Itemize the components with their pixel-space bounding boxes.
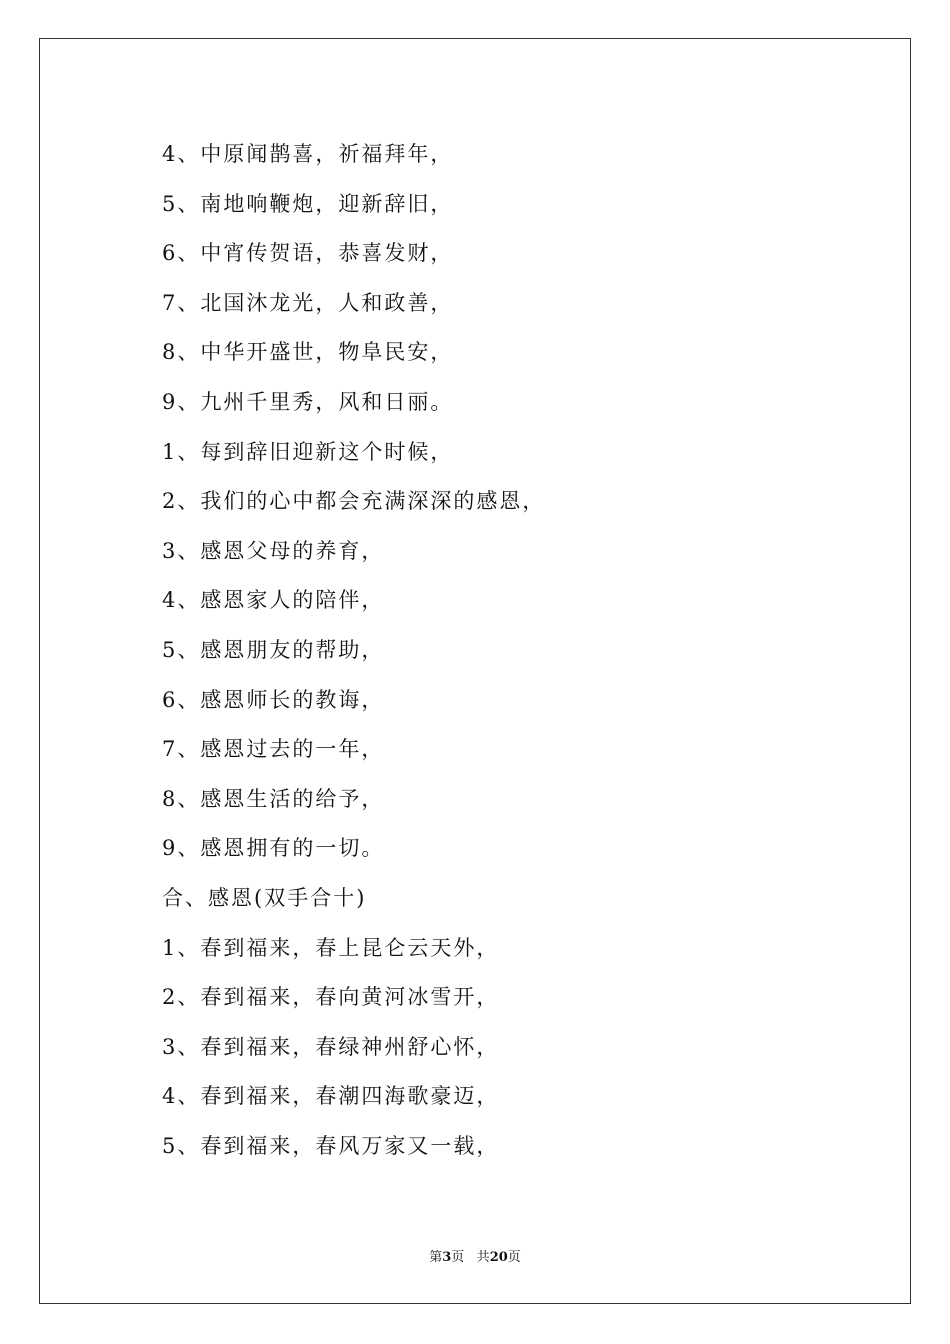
text-line: 8、中华开盛世，物阜民安， <box>162 340 454 365</box>
page-number: 3 <box>442 1250 452 1265</box>
text-line: 3、感恩父母的养育， <box>162 538 385 563</box>
page-footer <box>0 1246 950 1265</box>
page-prefix: 第 <box>429 1250 443 1265</box>
text-line: 4、春到福来，春潮四海歌豪迈， <box>162 1084 500 1109</box>
total-pages: 20 <box>489 1250 508 1265</box>
total-prefix: 共 <box>476 1250 490 1265</box>
text-line: 6、感恩师长的教诲， <box>162 687 385 712</box>
total-suffix: 页 <box>507 1250 521 1265</box>
text-line: 9、九州千里秀，风和日丽。 <box>162 389 454 414</box>
text-line: 5、南地响鞭炮，迎新辞旧， <box>162 191 454 216</box>
text-line: 5、春到福来，春风万家又一载， <box>162 1133 500 1158</box>
text-line: 1、每到辞旧迎新这个时候， <box>162 439 454 464</box>
document-body <box>162 130 862 1171</box>
text-line: 1、春到福来，春上昆仑云天外， <box>162 935 500 960</box>
text-line: 7、感恩过去的一年， <box>162 737 385 762</box>
text-line: 4、中原闻鹊喜，祈福拜年， <box>162 142 454 166</box>
text-line: 7、北国沐龙光，人和政善， <box>162 290 454 315</box>
text-line: 5、感恩朋友的帮助， <box>162 637 385 662</box>
text-line: 3、春到福来，春绿神州舒心怀， <box>162 1034 500 1059</box>
page-suffix: 页 <box>451 1250 465 1265</box>
text-line: 合、感恩(双手合十) <box>162 885 367 910</box>
text-line: 2、我们的心中都会充满深深的感恩， <box>162 489 546 514</box>
text-line: 8、感恩生活的给予， <box>162 786 385 811</box>
text-line: 9、感恩拥有的一切。 <box>162 836 385 861</box>
text-line: 6、中宵传贺语，恭喜发财， <box>162 241 454 266</box>
text-line: 4、感恩家人的陪伴， <box>162 588 385 613</box>
text-line: 2、春到福来，春向黄河冰雪开， <box>162 985 500 1010</box>
